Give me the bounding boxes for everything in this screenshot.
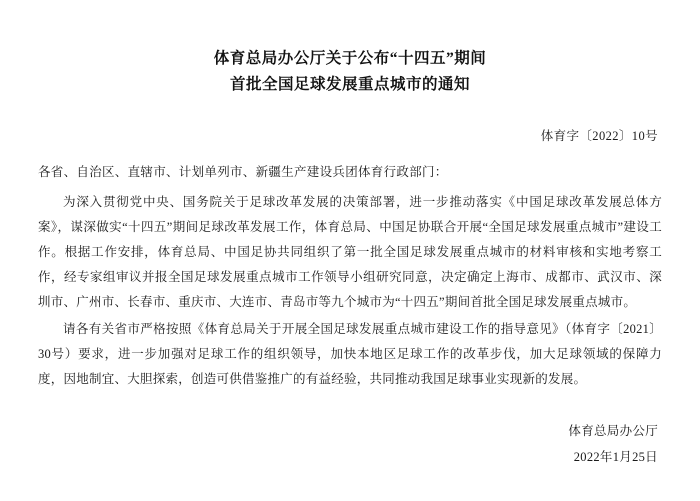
title-line-2: 首批全国足球发展重点城市的通知 — [229, 76, 470, 93]
title-line-1: 体育总局办公厅关于公布“十四五”期间 — [213, 50, 487, 67]
body-paragraph-1: 为深入贯彻党中央、国务院关于足球改革发展的决策部署，进一步推动落实《中国足球改革发展总体方案》，谋深做实“十四五”期间足球改革发展工作，体育总局、中国足协联合开展“全国足球发展重点城市”建设工作。根据工作安排，体育总局、中国足协共同组织了第一批全国足球发展重点城市的材料审核和实地考察工作，经专家组审议并报全国足球发展重点城市工作领导小组研究同意，决定确定上海市、成都市、武汉市、深圳市、广州市、长春市、重庆市、大连市、青岛市等九个城市为“十四五”期间首批全国足球发展重点城市。 — [38, 195, 662, 309]
document-title — [38, 0, 662, 98]
document-body — [38, 190, 662, 392]
document-signature-date: 2022年1月25日 — [573, 450, 658, 464]
document-recipient: 各省、自治区、直辖市、计划单列市、新疆生产建设兵团体育行政部门： — [38, 165, 448, 179]
body-paragraph-2: 请各有关省市严格按照《体育总局关于开展全国足球发展重点城市建设工作的指导意见》（体育字〔2021〕30号）要求，进一步加强对足球工作的组织领导，加快本地区足球工作的改革步伐，加大足球领域的保障力度，因地制宜、大胆探索，创造可供借鉴推广的有益经验，共同推动我国足球事业实现新的发展。 — [38, 322, 662, 386]
document-signature: 体育总局办公厅 — [568, 424, 658, 438]
document-number: 体育字〔2022〕10号 — [540, 129, 658, 143]
